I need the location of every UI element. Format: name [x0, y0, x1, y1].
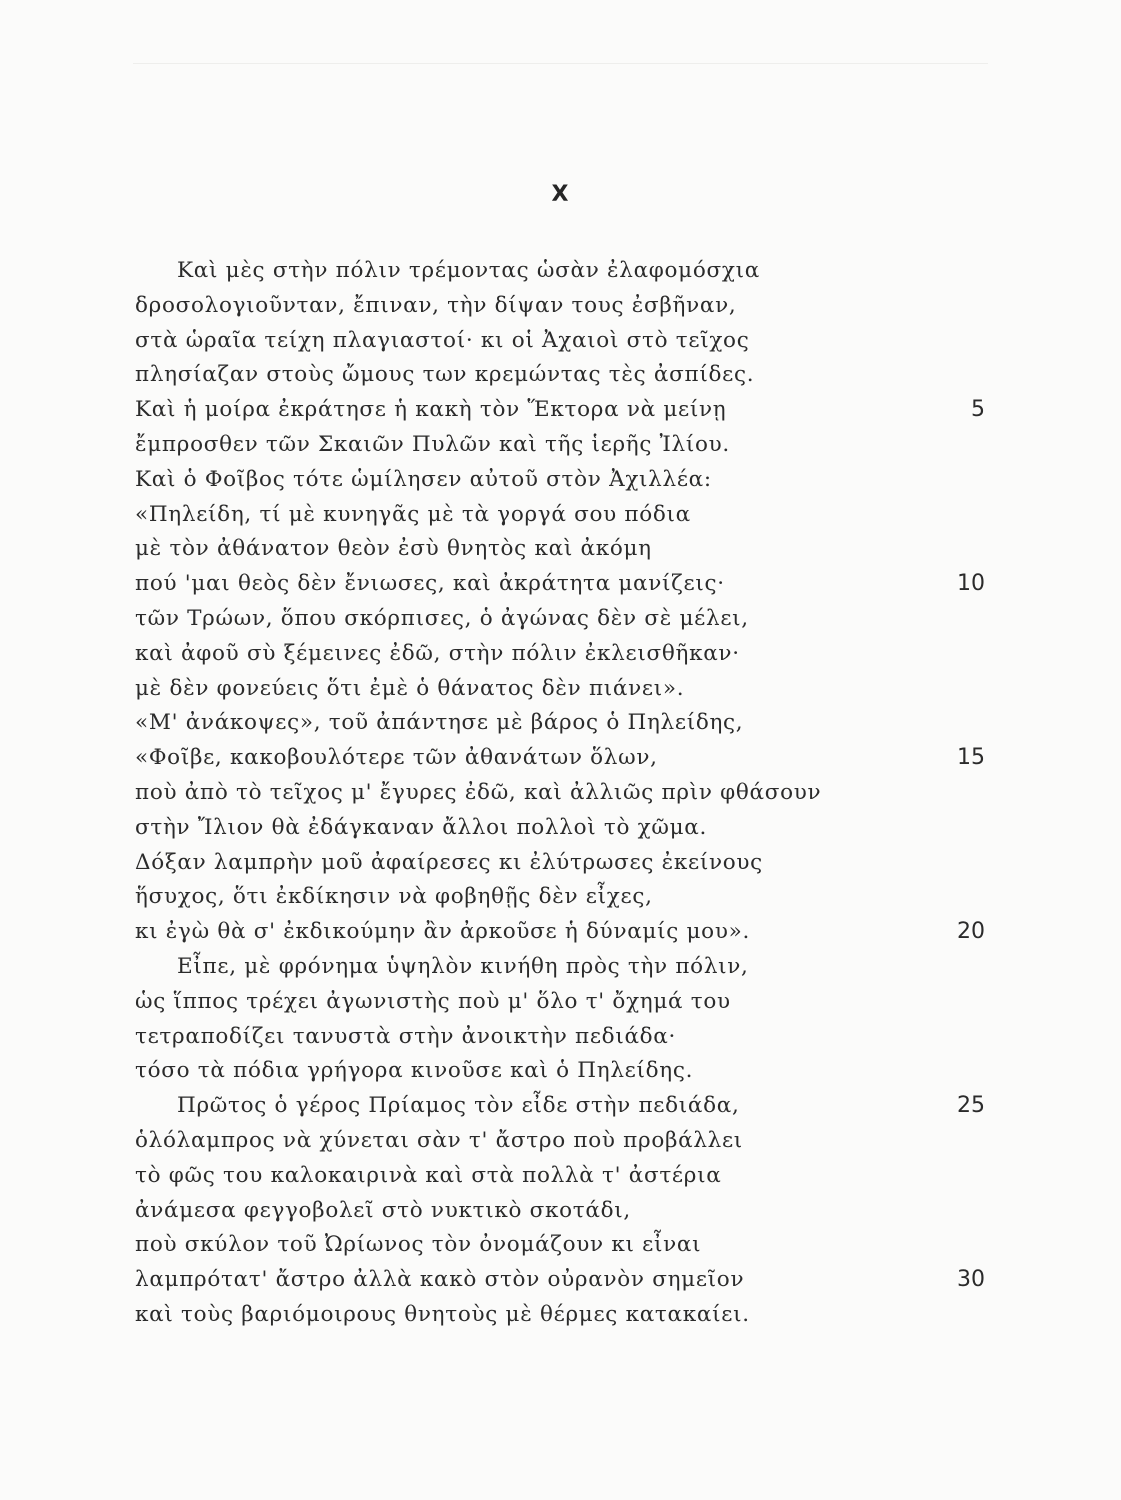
poem-line: [0, 637, 1121, 672]
poem-line: [0, 1194, 1121, 1229]
book-number-heading: Χ: [551, 182, 570, 207]
poem-line: [0, 324, 1121, 359]
poem-line-text: πλησίαζαν στοὺς ὤμους των κρεμώντας τὲς ἀσπίδες.: [135, 362, 755, 388]
poem-line-text: ὡς ἵππος τρέχει ἀγωνιστὴς ποὺ μ' ὅλο τ' ὄχημά του: [135, 988, 731, 1014]
poem-line: [0, 498, 1121, 533]
poem-line: [0, 1228, 1121, 1263]
poem-line-text: στὰ ὡραῖα τείχη πλαγιαστοί· κι οἱ Ἀχαιοὶ στὸ τεῖχος: [135, 327, 750, 353]
poem-line-text: στὴν Ἴλιον θὰ ἐδάγκαναν ἄλλοι πολλοὶ τὸ χῶμα.: [135, 814, 708, 840]
poem-line-text: πού 'μαι θεὸς δὲν ἔνιωσες, καὶ ἀκράτητα μανίζεις·: [135, 571, 725, 597]
poem-line: [0, 880, 1121, 915]
poem-line-text: τὸ φῶς του καλοκαιρινὰ καὶ στὰ πολλὰ τ' ἀστέρια: [135, 1162, 722, 1188]
poem-line-text: «Μ' ἀνάκοψες», τοῦ ἀπάντησε μὲ βάρος ὁ Πηλείδης,: [135, 710, 744, 736]
poem-line: [0, 706, 1121, 741]
poem-line: [0, 672, 1121, 707]
poem-line-text: ποὺ σκύλον τοῦ Ὠρίωνος τὸν ὀνομάζουν κι εἶναι: [135, 1232, 702, 1258]
poem-line-text: Καὶ ἡ μοίρα ἐκράτησε ἡ κακὴ τὸν Ἕκτορα νὰ μείνῃ: [135, 397, 727, 423]
poem-line-text: Δόξαν λαμπρὴν μοῦ ἀφαίρεσες κι ἐλύτρωσες ἐκείνους: [135, 849, 763, 875]
show-through-rule: [133, 63, 988, 64]
poem-line-text: ποὺ ἀπὸ τὸ τεῖχος μ' ἔγυρες ἐδῶ, καὶ ἀλλιῶς πρὶν φθάσουν: [135, 779, 822, 805]
poem-line: [0, 776, 1121, 811]
poem-line: [0, 254, 1121, 289]
line-number: 5: [971, 397, 985, 423]
poem-line: [0, 811, 1121, 846]
line-number: 30: [957, 1267, 985, 1293]
poem-line: [0, 915, 1121, 950]
poem-line-text: Πρῶτος ὁ γέρος Πρίαμος τὸν εἶδε στὴν πεδιάδα,: [177, 1093, 740, 1119]
poem-line-text: Εἶπε, μὲ φρόνημα ὑψηλὸν κινήθη πρὸς τὴν πόλιν,: [177, 953, 749, 979]
poem-line: [0, 602, 1121, 637]
poem-line-text: καὶ ἀφοῦ σὺ ξέμεινες ἐδῶ, στὴν πόλιν ἐκλεισθῆκαν·: [135, 640, 740, 666]
poem-line: [0, 846, 1121, 881]
poem-line: [0, 1054, 1121, 1089]
poem-line: [0, 1263, 1121, 1298]
poem-line: [0, 1159, 1121, 1194]
poem-line: [0, 428, 1121, 463]
poem-body: [0, 254, 1121, 1333]
poem-line-text: μὲ τὸν ἀθάνατον θεὸν ἐσὺ θνητὸς καὶ ἀκόμη: [135, 536, 652, 562]
poem-line: [0, 741, 1121, 776]
poem-line: [0, 985, 1121, 1020]
poem-line: [0, 567, 1121, 602]
poem-line-text: μὲ δὲν φονεύεις ὅτι ἐμὲ ὁ θάνατος δὲν πιάνει».: [135, 675, 685, 701]
poem-line: [0, 393, 1121, 428]
line-number: 20: [957, 919, 985, 945]
poem-line-text: ἔμπροσθεν τῶν Σκαιῶν Πυλῶν καὶ τῆς ἱερῆς Ἰλίου.: [135, 431, 730, 457]
poem-line-text: Καὶ μὲς στὴν πόλιν τρέμοντας ὡσὰν ἐλαφομόσχια: [177, 258, 760, 283]
poem-line: [0, 1124, 1121, 1159]
line-number: 15: [957, 745, 985, 771]
poem-line: [0, 1020, 1121, 1055]
poem-line-text: «Φοῖβε, κακοβουλότερε τῶν ἀθανάτων ὅλων,: [135, 745, 658, 771]
poem-line-text: Καὶ ὁ Φοῖβος τότε ὡμίλησεν αὐτοῦ στὸν Ἀχιλλέα:: [135, 466, 712, 492]
poem-line-text: κι ἐγὼ θὰ σ' ἐκδικούμην ἂν ἀρκοῦσε ἡ δύναμίς μου».: [135, 919, 750, 945]
poem-line: [0, 358, 1121, 393]
poem-line-text: ὁλόλαμπρος νὰ χύνεται σὰν τ' ἄστρο ποὺ προβάλλει: [135, 1127, 743, 1153]
poem-line-text: λαμπρότατ' ἄστρο ἀλλὰ κακὸ στὸν οὐρανὸν σημεῖον: [135, 1267, 745, 1293]
poem-line-text: καὶ τοὺς βαριόμοιρους θνητοὺς μὲ θέρμες κατακαίει.: [135, 1301, 750, 1327]
line-number: 25: [957, 1093, 985, 1119]
poem-line-text: δροσολογιοῦνταν, ἔπιναν, τὴν δίψαν τους ἐσβῆναν,: [135, 292, 737, 318]
poem-line-text: «Πηλείδη, τί μὲ κυνηγᾶς μὲ τὰ γοργά σου πόδια: [135, 501, 691, 527]
poem-line: [0, 289, 1121, 324]
poem-line: [0, 532, 1121, 567]
poem-line-text: τῶν Τρώων, ὅπου σκόρπισες, ὁ ἀγώνας δὲν σὲ μέλει,: [135, 605, 749, 631]
poem-line: [0, 950, 1121, 985]
poem-line-text: τετραποδίζει τανυστὰ στὴν ἀνοικτὴν πεδιάδα·: [135, 1023, 677, 1049]
poem-line: [0, 1298, 1121, 1333]
line-number: 10: [957, 571, 985, 597]
poem-line-text: τόσο τὰ πόδια γρήγορα κινοῦσε καὶ ὁ Πηλείδης.: [135, 1058, 694, 1084]
poem-line-text: ἥσυχος, ὅτι ἐκδίκησιν νὰ φοβηθῇς δὲν εἶχες,: [135, 884, 653, 910]
poem-line-text: ἀνάμεσα φεγγοβολεῖ στὸ νυκτικὸ σκοτάδι,: [135, 1197, 631, 1223]
poem-line: [0, 1089, 1121, 1124]
poem-line: [0, 463, 1121, 498]
